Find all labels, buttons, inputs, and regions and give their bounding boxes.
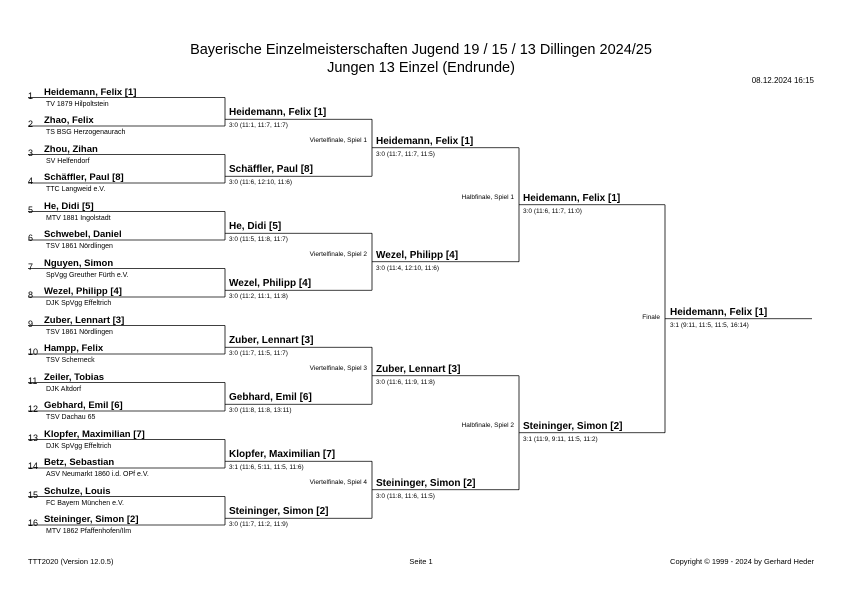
player-club: TTC Langweid e.V.: [46, 186, 106, 193]
player-club: TSV Scherneck: [46, 357, 95, 364]
player-club: TSV Dachau 65: [46, 414, 96, 421]
player-name: Zuber, Lennart [3]: [44, 314, 125, 326]
quarterfinal-winner-name: Heidemann, Felix [1]: [376, 135, 474, 147]
semifinal-score: 3:0 (11:6, 11:7, 11:0): [523, 207, 582, 215]
footer-page: Seite 1: [409, 557, 433, 566]
quarterfinal-score: 3:0 (11:6, 11:9, 11:8): [376, 378, 435, 386]
quarterfinal-winner-name: Wezel, Philipp [4]: [376, 249, 459, 261]
round1-winner-name: Steininger, Simon [2]: [229, 506, 329, 518]
round1-score: 3:0 (11:7, 11:2, 11:9): [229, 521, 288, 529]
player-club: FC Bayern München e.V.: [46, 499, 124, 507]
player-club: MTV 1881 Ingolstadt: [46, 214, 111, 222]
player-seed-number: 16: [28, 518, 39, 528]
semifinal-winner-name: Steininger, Simon [2]: [523, 420, 623, 432]
player-name: Schäffler, Paul [8]: [44, 172, 124, 183]
player-club: MTV 1862 Pfaffenhofen/Ilm: [46, 528, 132, 535]
player-name: Hampp, Felix: [44, 343, 104, 354]
player-name: Zhou, Zihan: [44, 143, 98, 155]
round1-winner-name: Schäffler, Paul [8]: [229, 164, 313, 176]
round1-score: 3:0 (11:1, 11:7, 11:7): [229, 122, 288, 130]
print-date: 08.12.2024 16:15: [751, 76, 814, 85]
footer-version: TTT2020 (Version 12.0.5): [28, 557, 114, 566]
player-seed-number: 4: [28, 176, 34, 186]
player-seed-number: 2: [28, 119, 34, 129]
player-club: DJK SpVgg Effeltrich: [46, 300, 112, 307]
page-subtitle: Jungen 13 Einzel (Endrunde): [327, 60, 515, 76]
page-title: Bayerische Einzelmeisterschaften Jugend 19 / 15 / 13 Dillingen 2024/25: [190, 42, 652, 58]
round1-score: 3:0 (11:7, 11:5, 11:7): [229, 350, 288, 358]
player-seed-number: 14: [28, 461, 39, 471]
round1-score: 3:0 (11:5, 11:8, 11:7): [229, 236, 288, 244]
player-name: Heidemann, Felix [1]: [44, 86, 137, 98]
player-seed-number: 13: [28, 432, 39, 443]
player-seed-number: 11: [28, 375, 38, 386]
player-name: Schwebel, Daniel: [44, 229, 122, 240]
player-club: SpVgg Greuther Fürth e.V.: [46, 271, 129, 279]
quarterfinal-winner-name: Steininger, Simon [2]: [376, 477, 476, 489]
round1-score: 3:0 (11:2, 11:1, 11:8): [229, 293, 288, 301]
player-name: Zeiler, Tobias: [44, 371, 105, 383]
player-name: Zhao, Felix: [44, 115, 94, 126]
round1-winner-name: Heidemann, Felix [1]: [229, 107, 327, 119]
player-club: SV Helfendorf: [46, 157, 90, 165]
player-name: Klopfer, Maximilian [7]: [44, 428, 145, 440]
round1-score: 3:0 (11:8, 11:8, 13:11): [229, 407, 292, 415]
semifinal-label: Halbfinale, Spiel 1: [461, 193, 514, 201]
final-winner-name: Heidemann, Felix [1]: [670, 306, 768, 318]
player-name: Gebhard, Emil [6]: [44, 400, 123, 411]
quarterfinal-score: 3:0 (11:4, 12:10, 11:6): [376, 264, 439, 272]
semifinal-winner-name: Heidemann, Felix [1]: [523, 192, 621, 204]
quarterfinal-score: 3:0 (11:8, 11:6, 11:5): [376, 492, 435, 500]
player-name: Wezel, Philipp [4]: [44, 286, 122, 297]
round1-winner-name: He, Didi [5]: [229, 221, 282, 233]
quarterfinal-label: Viertelfinale, Spiel 3: [309, 364, 367, 372]
player-seed-number: 7: [28, 261, 34, 272]
player-club: DJK SpVgg Effeltrich: [46, 442, 112, 450]
player-seed-number: 6: [28, 233, 34, 243]
player-club: TSV 1861 Nördlingen: [46, 243, 113, 250]
player-club: TS BSG Herzogenaurach: [46, 129, 126, 136]
final-label: Finale: [642, 313, 660, 321]
player-seed-number: 3: [28, 147, 34, 158]
quarterfinal-label: Viertelfinale, Spiel 2: [309, 250, 367, 258]
player-name: Nguyen, Simon: [44, 257, 114, 269]
player-name: Steininger, Simon [2]: [44, 514, 139, 525]
player-seed-number: 1: [28, 90, 34, 101]
round1-winner-name: Wezel, Philipp [4]: [229, 278, 312, 290]
player-club: TSV 1861 Nördlingen: [46, 328, 113, 336]
quarterfinal-label: Viertelfinale, Spiel 1: [309, 136, 367, 144]
player-name: Betz, Sebastian: [44, 457, 115, 468]
player-seed-number: 8: [28, 290, 34, 300]
final-score: 3:1 (9:11, 11:5, 11:5, 16:14): [670, 321, 749, 329]
round1-score: 3:1 (11:6, 5:11, 11:5, 11:6): [229, 464, 304, 472]
quarterfinal-score: 3:0 (11:7, 11:7, 11:5): [376, 150, 435, 158]
player-name: Schulze, Louis: [44, 485, 111, 497]
player-name: He, Didi [5]: [44, 200, 94, 212]
player-club: DJK Altdorf: [46, 385, 82, 393]
player-seed-number: 12: [28, 404, 39, 414]
player-seed-number: 15: [28, 489, 39, 500]
round1-winner-name: Zuber, Lennart [3]: [229, 335, 314, 347]
footer-copyright: Copyright © 1999 - 2024 by Gerhard Heder: [670, 557, 814, 566]
round1-score: 3:0 (11:6, 12:10, 11:6): [229, 179, 292, 187]
player-seed-number: 5: [28, 204, 34, 215]
semifinal-score: 3:1 (11:9, 9:11, 11:5, 11:2): [523, 435, 598, 443]
player-club: ASV Neumarkt 1860 i.d. OPf e.V.: [46, 471, 149, 478]
player-seed-number: 9: [28, 318, 34, 329]
round1-winner-name: Klopfer, Maximilian [7]: [229, 449, 336, 461]
quarterfinal-winner-name: Zuber, Lennart [3]: [376, 363, 461, 375]
player-club: TV 1879 Hilpoltstein: [46, 100, 109, 108]
quarterfinal-label: Viertelfinale, Spiel 4: [309, 478, 367, 486]
player-seed-number: 10: [28, 347, 39, 357]
semifinal-label: Halbfinale, Spiel 2: [461, 421, 514, 429]
round1-winner-name: Gebhard, Emil [6]: [229, 392, 312, 404]
